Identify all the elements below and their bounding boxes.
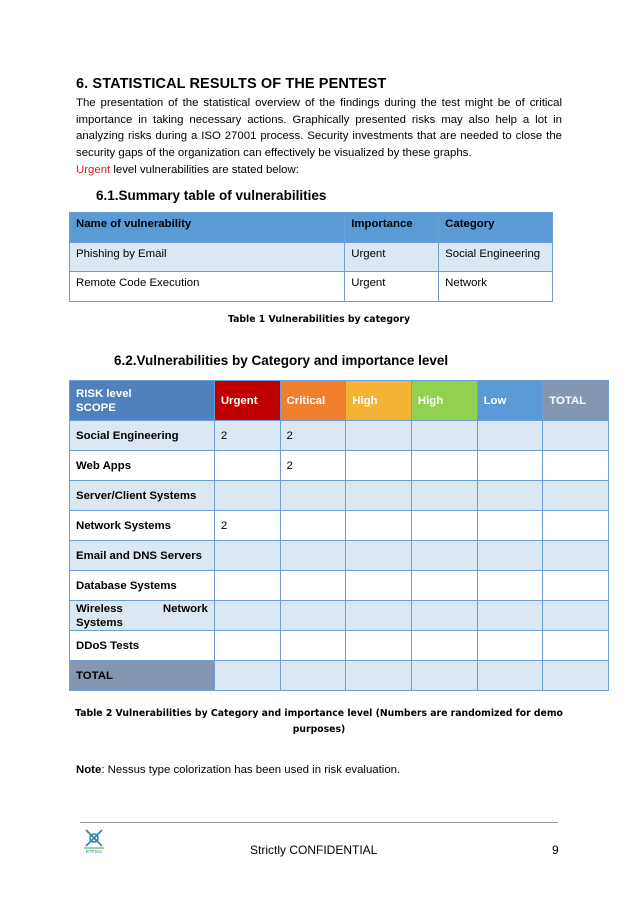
matrix-cell (543, 661, 609, 691)
header-cell: Importance (345, 213, 439, 243)
matrix-cell (543, 571, 609, 601)
matrix-cell: 2 (280, 451, 346, 481)
matrix-cell (280, 571, 346, 601)
matrix-cell (214, 571, 280, 601)
footer-divider (80, 822, 558, 823)
matrix-row (70, 601, 609, 631)
note-text: : Nessus type colorization has been used in risk evaluation. (101, 764, 401, 776)
matrix-cell (477, 511, 543, 541)
matrix-cell (346, 601, 412, 631)
scope-header (70, 381, 215, 421)
matrix-cell (477, 661, 543, 691)
row-label: TOTAL (70, 661, 215, 691)
matrix-cell (411, 571, 477, 601)
matrix-cell (477, 481, 543, 511)
row-label: Social Engineering (70, 421, 215, 451)
row-label: Network Systems (70, 511, 215, 541)
btpsec-logo-icon (80, 826, 108, 854)
wireless-label-line1 (76, 602, 208, 616)
row-label-part: Systems (76, 616, 123, 629)
matrix-row (70, 511, 609, 541)
table1-caption: Table 1 Vulnerabilities by category (227, 314, 411, 325)
matrix-cell (543, 421, 609, 451)
matrix-cell (346, 451, 412, 481)
matrix-cell (214, 481, 280, 511)
matrix-row (70, 421, 609, 451)
matrix-header-row (70, 381, 609, 421)
level-header-total: TOTAL (543, 381, 609, 421)
matrix-cell (346, 571, 412, 601)
matrix-cell (543, 451, 609, 481)
matrix-cell (346, 541, 412, 571)
summary-header-row (70, 213, 553, 243)
matrix-cell (346, 661, 412, 691)
scope-line2: SCOPE (76, 401, 116, 414)
summary-title: 6.1.Summary table of vulnerabilities (96, 188, 327, 203)
note (76, 764, 400, 776)
table-cell: Social Engineering (439, 243, 553, 272)
level-header-low: Low (477, 381, 543, 421)
matrix-cell (346, 631, 412, 661)
logo-text: BTPSec (85, 849, 103, 854)
matrix-cell (477, 571, 543, 601)
matrix-cell (280, 481, 346, 511)
matrix-cell (214, 451, 280, 481)
matrix-cell (214, 601, 280, 631)
matrix-cell (214, 661, 280, 691)
table-row (70, 272, 553, 302)
matrix-cell (543, 541, 609, 571)
row-label: Email and DNS Servers (70, 541, 215, 571)
matrix-cell (411, 601, 477, 631)
matrix-cell (543, 601, 609, 631)
matrix-title: 6.2.Vulnerabilities by Category and importance level (114, 353, 449, 368)
header-cell: Name of vulnerability (70, 213, 345, 243)
matrix-cell (477, 421, 543, 451)
matrix-cell (280, 541, 346, 571)
matrix-row (70, 571, 609, 601)
matrix-cell: 2 (214, 421, 280, 451)
matrix-row (70, 481, 609, 511)
matrix-row (70, 541, 609, 571)
matrix-cell (280, 661, 346, 691)
page-number: 9 (552, 843, 559, 857)
matrix-cell (411, 421, 477, 451)
urgent-statement (76, 164, 299, 176)
intro-paragraph: The presentation of the statistical overview of the findings during the test might be of critical importance in taking necessary actions. Graphically presented risks may also help a lot in analyzing risks during a ISO 27001 process. Security investments that are needed to close the security gaps of the organization can effectively be visualized by these graphs. (76, 97, 562, 159)
level-header-high-green: High (411, 381, 477, 421)
row-label (70, 601, 215, 631)
matrix-cell (280, 601, 346, 631)
header-cell: Category (439, 213, 553, 243)
table-cell: Remote Code Execution (70, 272, 345, 302)
row-label: Web Apps (70, 451, 215, 481)
matrix-cell (411, 631, 477, 661)
row-label: Database Systems (70, 571, 215, 601)
table-cell: Network (439, 272, 553, 302)
note-label: Note (76, 764, 102, 776)
footer-confidential: Strictly CONFIDENTIAL (250, 843, 378, 857)
matrix-cell (477, 601, 543, 631)
table-cell: Urgent (345, 272, 439, 302)
caption-line: purposes) (292, 724, 346, 735)
table-cell: Phishing by Email (70, 243, 345, 272)
matrix-cell (280, 511, 346, 541)
matrix-cell (280, 631, 346, 661)
matrix-cell: 2 (214, 511, 280, 541)
row-label-part: Wireless (76, 602, 123, 615)
table-row (70, 243, 553, 272)
matrix-total-row (70, 661, 609, 691)
section-title: 6. STATISTICAL RESULTS OF THE PENTEST (76, 76, 387, 92)
caption-line: Table 2 Vulnerabilities by Category and importance level (Numbers are randomized for demo (75, 708, 563, 719)
level-header-urgent: Urgent (214, 381, 280, 421)
matrix-cell (346, 481, 412, 511)
urgent-rest: level vulnerabilities are stated below: (110, 164, 299, 176)
row-label: DDoS Tests (70, 631, 215, 661)
matrix-cell (411, 511, 477, 541)
matrix-row (70, 631, 609, 661)
summary-table (69, 212, 553, 302)
matrix-cell (477, 631, 543, 661)
level-header-critical: Critical (280, 381, 346, 421)
matrix-cell: 2 (280, 421, 346, 451)
table-cell: Urgent (345, 243, 439, 272)
row-label-part: Network (162, 602, 208, 615)
matrix-cell (346, 511, 412, 541)
matrix-cell (477, 451, 543, 481)
row-label: Server/Client Systems (70, 481, 215, 511)
matrix-cell (411, 541, 477, 571)
matrix-cell (477, 541, 543, 571)
matrix-cell (411, 481, 477, 511)
matrix-cell (214, 631, 280, 661)
scope-line1: RISK level (76, 387, 132, 400)
matrix-cell (214, 541, 280, 571)
matrix-cell (411, 451, 477, 481)
risk-matrix-table (69, 380, 609, 691)
urgent-word: Urgent (76, 164, 111, 176)
table2-caption (69, 706, 569, 738)
matrix-cell (346, 421, 412, 451)
level-header-high: High (346, 381, 412, 421)
matrix-cell (543, 631, 609, 661)
matrix-cell (543, 481, 609, 511)
matrix-cell (411, 661, 477, 691)
matrix-cell (543, 511, 609, 541)
matrix-row (70, 451, 609, 481)
